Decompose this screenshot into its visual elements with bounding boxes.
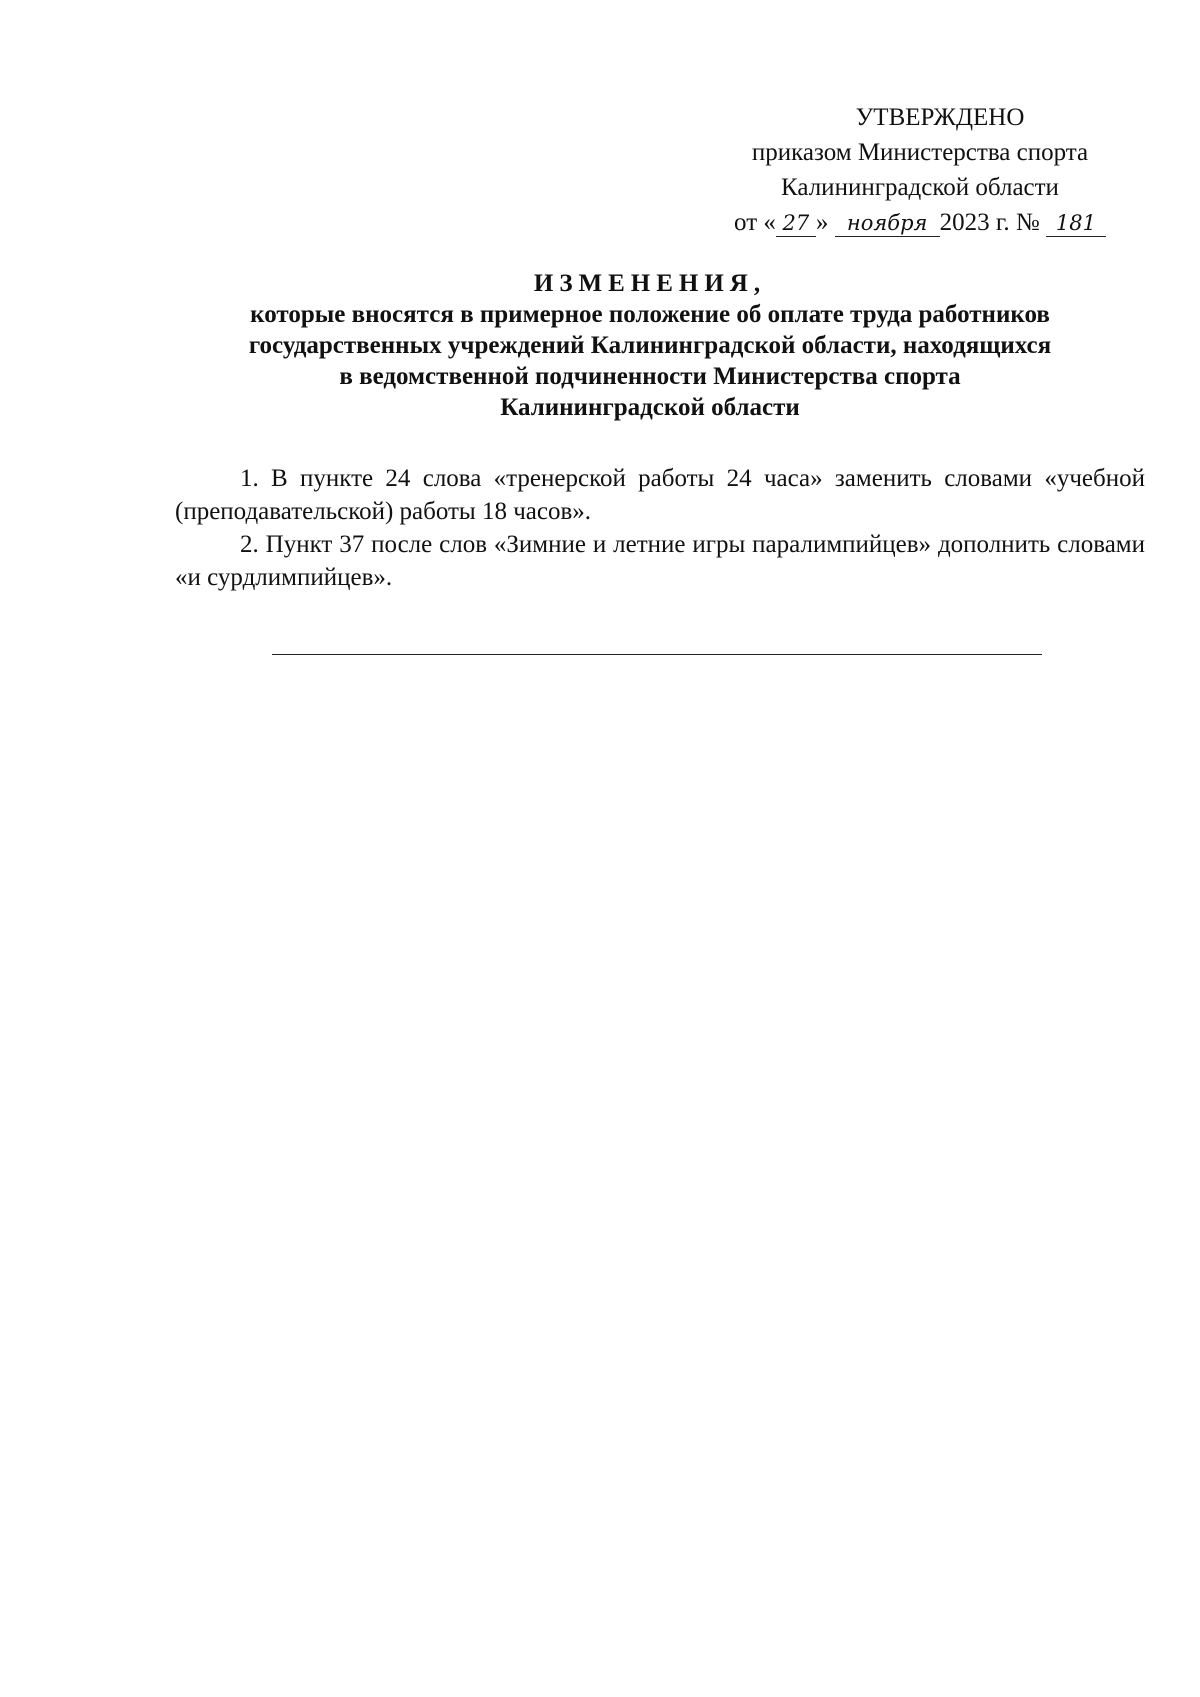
title-line: государственных учреждений Калининградской области, находящихся — [248, 332, 1052, 359]
paragraph-2: 2. Пункт 37 после слов «Зимние и летние игры паралимпийцев» дополнить словами «и сурдлимпийцев». — [175, 531, 1145, 591]
approval-block — [700, 100, 1140, 240]
approval-heading: УТВЕРЖДЕНО — [855, 104, 1025, 131]
document-title — [150, 268, 1150, 423]
date-prefix: от « — [734, 209, 776, 236]
title-main: ИЗМЕНЕНИЯ, — [533, 270, 767, 297]
handwritten-month: ноября — [835, 210, 940, 237]
year-number-label: 2023 г. № — [939, 209, 1040, 236]
handwritten-order-number: 181 — [1046, 210, 1106, 237]
approval-line-1: приказом Министерства спорта — [751, 139, 1089, 166]
title-line: которые вносятся в примерное положение об оплате труда работников — [250, 301, 1050, 328]
title-line: Калининградской области — [500, 394, 800, 421]
handwritten-day: 27 — [776, 210, 816, 237]
title-line: в ведомственной подчиненности Министерства спорта — [339, 363, 961, 390]
approval-date-line — [700, 205, 1140, 240]
date-mid: » — [815, 209, 829, 236]
closing-divider — [272, 654, 1042, 655]
document-body — [175, 462, 1145, 594]
approval-line-2: Калининградской области — [781, 174, 1059, 201]
paragraph-1: 1. В пункте 24 слова «тренерской работы 24 часа» заменить словами «учебной (преподавательской) работы 18 часов». — [175, 465, 1145, 525]
